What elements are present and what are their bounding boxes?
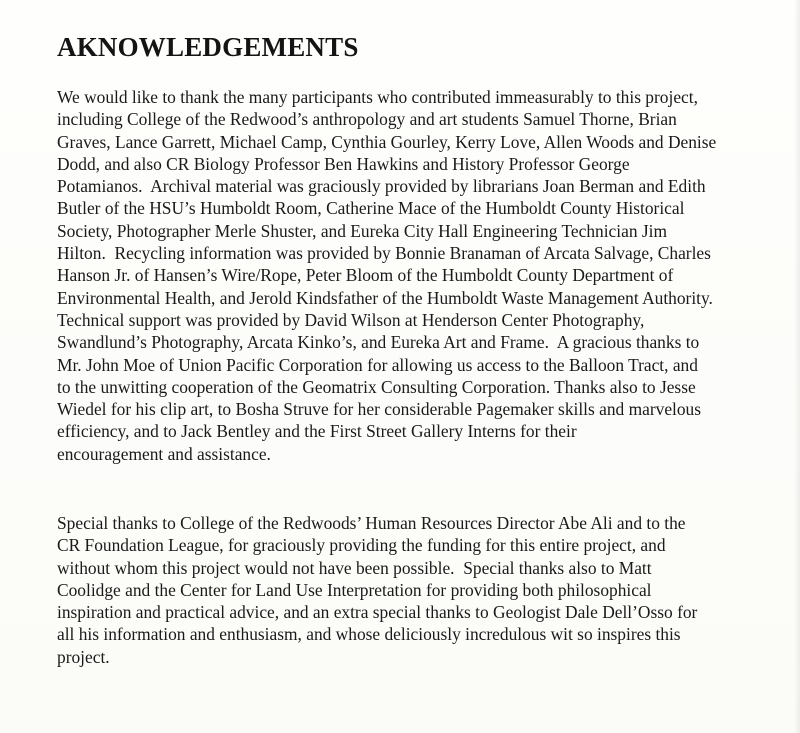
- text-line: Special thanks to College of the Redwoods’ Human Resources Director Abe Ali and to the: [57, 513, 686, 533]
- acknowledgements-paragraph-2: [57, 512, 800, 668]
- text-line: including College of the Redwood’s anthropology and art students Samuel Thorne, Brian: [57, 109, 677, 130]
- text-line: Mr. John Moe of Union Pacific Corporation for allowing us access to the Balloon Tract, and: [57, 354, 698, 375]
- text-line: Dodd, and also CR Biology Professor Ben Hawkins and History Professor George: [57, 153, 630, 174]
- text-line: project.: [57, 646, 110, 667]
- text-line: Wiedel for his clip art, to Bosha Struve for her considerable Pagemaker skills and marvelous: [57, 399, 702, 420]
- text-line: Hanson Jr. of Hansen’s Wire/Rope, Peter Bloom of the Humboldt County Department of: [57, 265, 674, 286]
- text-line: efficiency, and to Jack Bentley and the First Street Gallery Interns for their: [57, 421, 577, 442]
- text-line: inspiration and practical advice, and an extra special thanks to Geologist Dale Dell’Osso for: [57, 602, 698, 623]
- text-line: Technical support was provided by David Wilson at Henderson Center Photography,: [57, 309, 645, 330]
- text-line: without whom this project would not have been possible. Special thanks also to Matt: [57, 557, 652, 578]
- text-line: Coolidge and the Center for Land Use Interpretation for providing both philosophical: [57, 579, 652, 600]
- page-edge-shadow: [794, 0, 800, 733]
- text-line: all his information and enthusiasm, and whose deliciously incredulous wit so inspires this: [57, 624, 681, 645]
- text-line: Graves, Lance Garrett, Michael Camp, Cynthia Gourley, Kerry Love, Allen Woods and Denise: [57, 131, 717, 152]
- acknowledgements-paragraph-1: [57, 86, 800, 465]
- page-title: AKNOWLEDGEMENTS: [57, 32, 359, 62]
- text-line: to the unwitting cooperation of the Geomatrix Consulting Corporation. Thanks also to Jesse: [57, 376, 696, 397]
- text-line: Hilton. Recycling information was provided by Bonnie Branaman of Arcata Salvage, Charles: [57, 243, 711, 264]
- text-line: encouragement and assistance.: [57, 443, 271, 464]
- text-line: Potamianos. Archival material was graciously provided by librarians Joan Berman and Edith: [57, 176, 706, 197]
- text-line: We would like to thank the many participants who contributed immeasurably to this project,: [57, 87, 698, 107]
- text-line: Society, Photographer Merle Shuster, and Eureka City Hall Engineering Technician Jim: [57, 220, 667, 241]
- text-line: CR Foundation League, for graciously providing the funding for this entire project, and: [57, 535, 666, 556]
- text-line: Environmental Health, and Jerold Kindsfather of the Humboldt Waste Management Authority.: [57, 287, 713, 308]
- text-line: Swandlund’s Photography, Arcata Kinko’s, and Eureka Art and Frame. A gracious thanks to: [57, 332, 700, 353]
- text-line: Butler of the HSU’s Humboldt Room, Catherine Mace of the Humboldt County Historical: [57, 198, 685, 219]
